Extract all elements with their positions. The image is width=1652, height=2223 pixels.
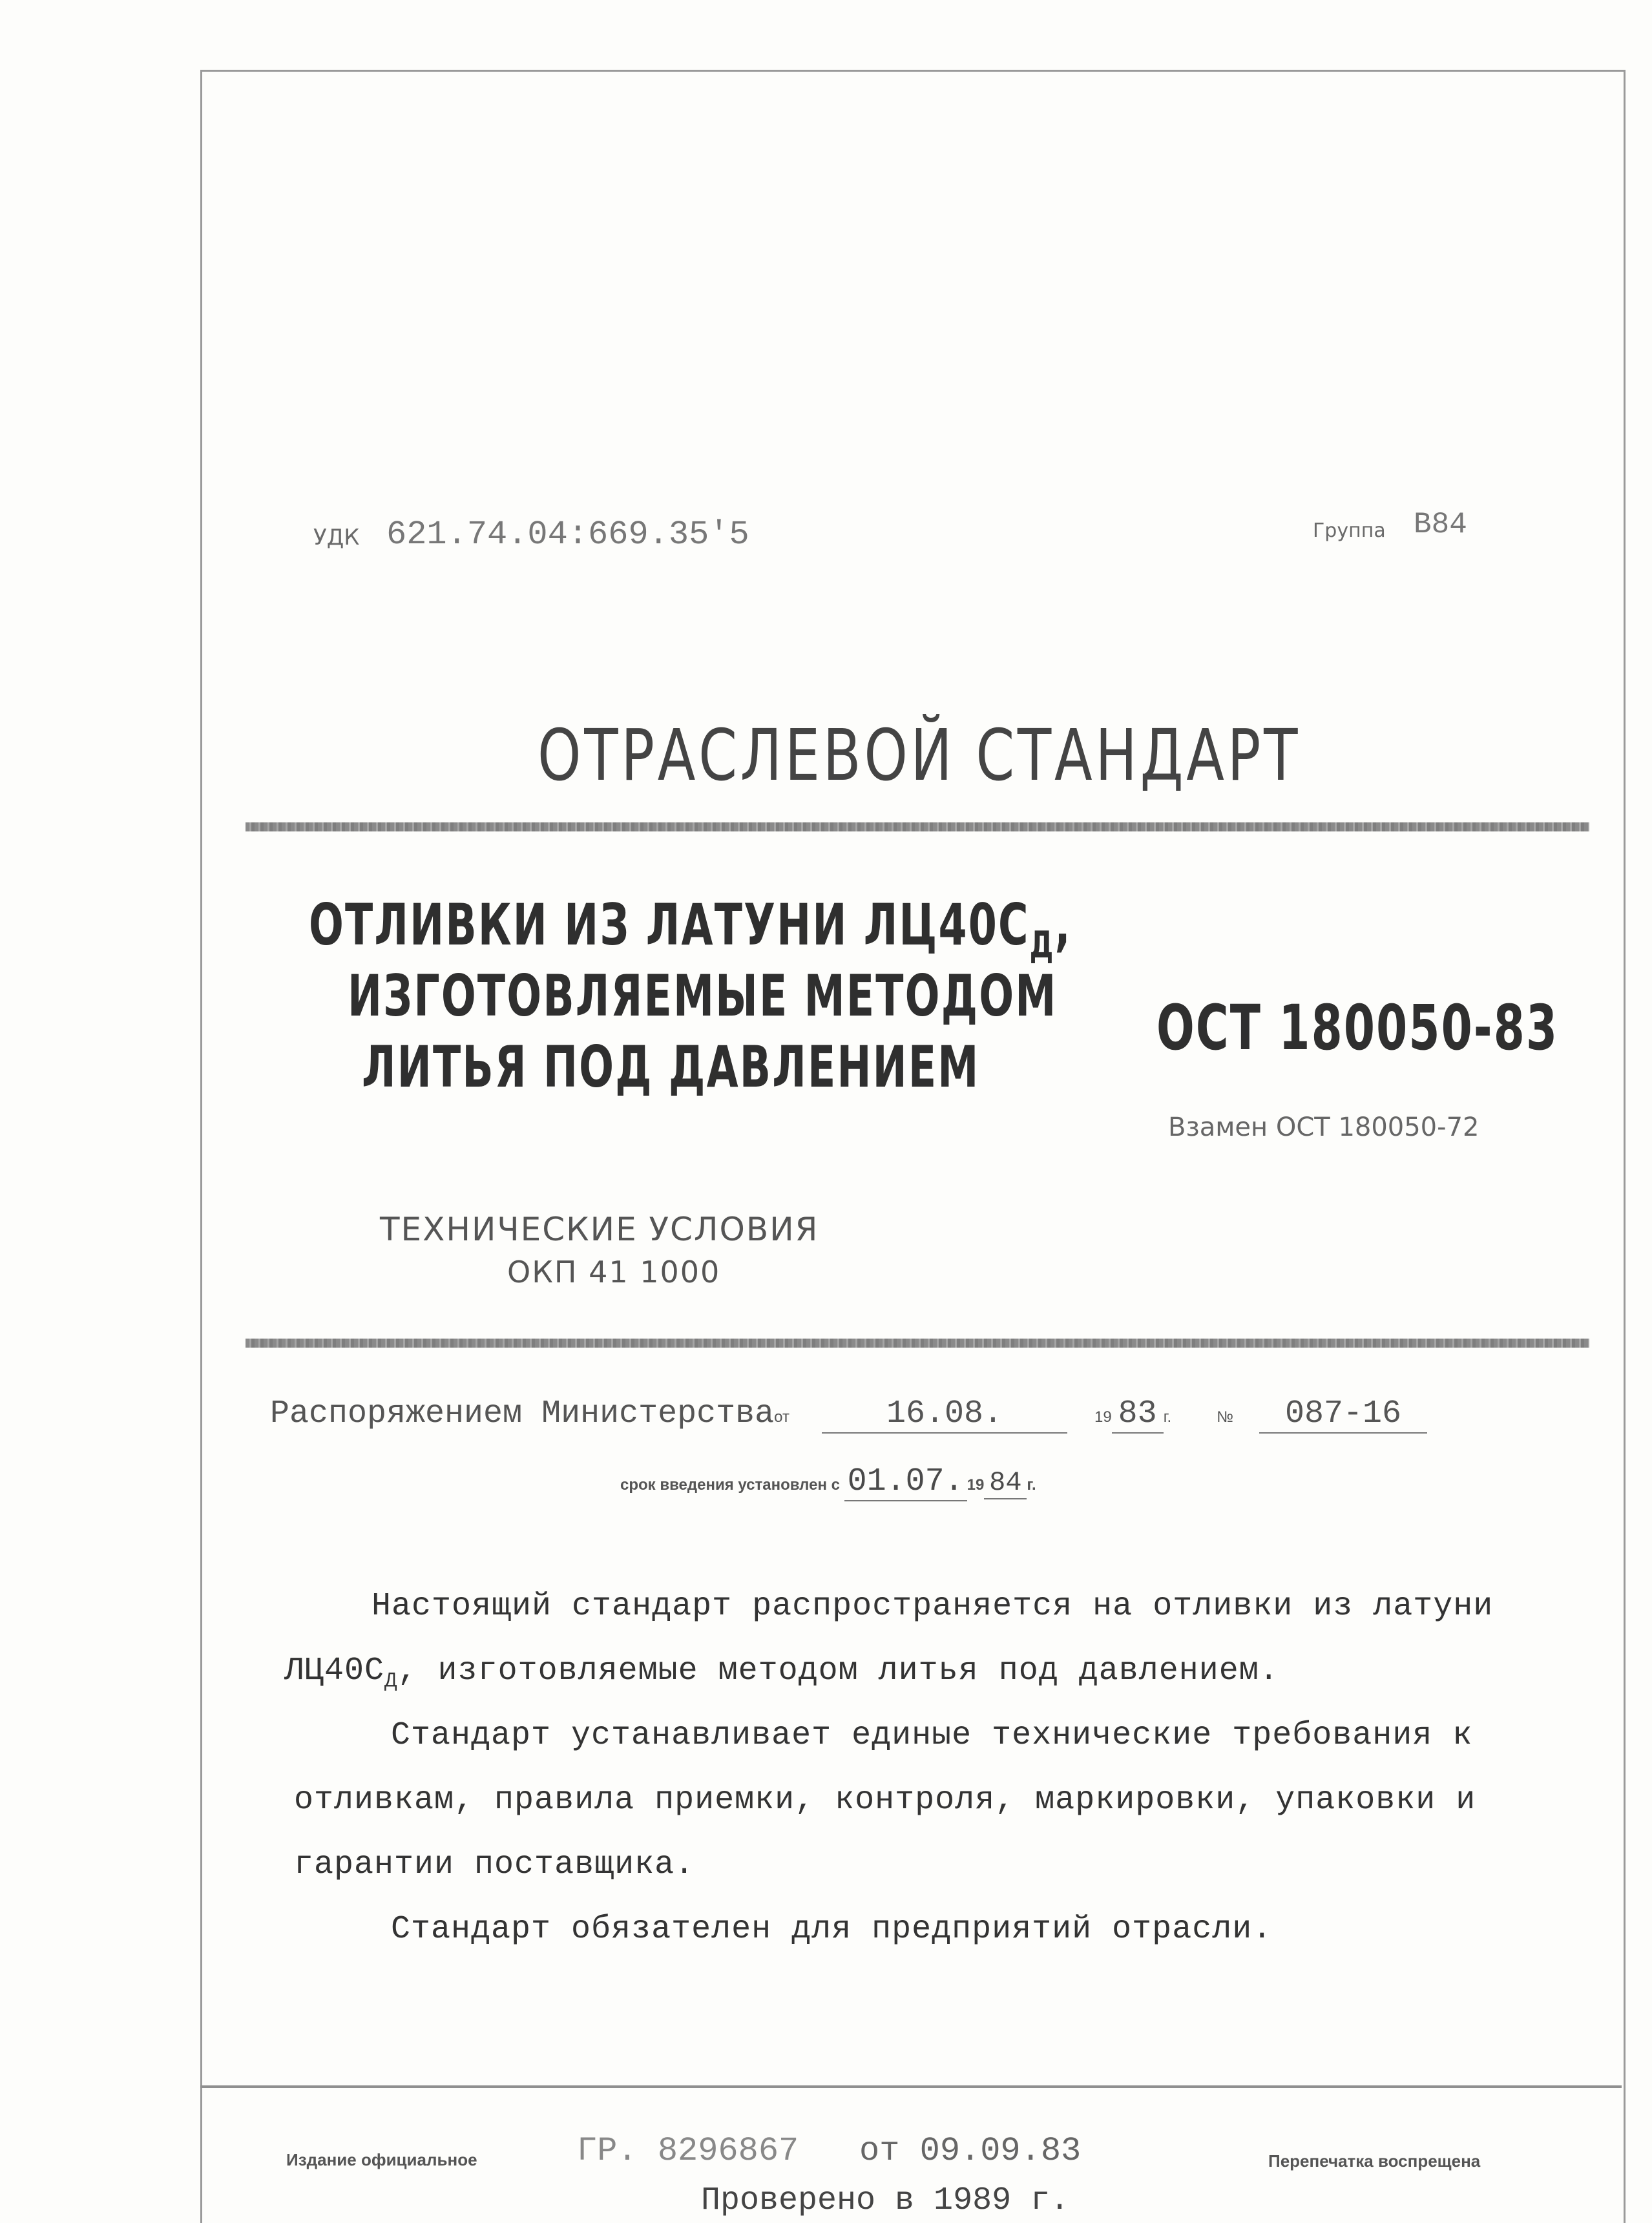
- title-line-2: ИЗГОТОВЛЯЕМЫЕ МЕТОДОМ: [348, 963, 1058, 1029]
- replaces-note: Взамен ОСТ 180050-72: [1168, 1112, 1479, 1142]
- spec-line-1: ТЕХНИЧЕСКИЕ УСЛОВИЯ: [380, 1211, 819, 1248]
- intro-line: [620, 1463, 1036, 1501]
- title-line-1: ОТЛИВКИ ИЗ ЛАТУНИ $ЛЦ40С_Д$,: [309, 892, 1072, 967]
- approval-number-label: №: [1217, 1408, 1233, 1426]
- standard-type-heading: ОТРАСЛЕВОЙ СТАНДАРТ: [538, 714, 1301, 797]
- footer-gr-date: от 09.09.83: [859, 2132, 1082, 2170]
- middle-rule: [246, 1339, 1589, 1348]
- body-p2-line3: гарантии поставщика.: [294, 1846, 695, 1883]
- udk-value: 621.74.04:669.35'5: [386, 516, 749, 554]
- udk-label: УДК: [313, 525, 360, 550]
- footer-reprint-note: Перепечатка воспрещена: [1268, 2151, 1481, 2171]
- footer-edition: Издание официальное: [286, 2150, 477, 2169]
- approval-from-label: от: [774, 1408, 789, 1426]
- footer-rule: [200, 2085, 1622, 2088]
- page-frame: [200, 70, 1626, 2223]
- intro-year: 84: [984, 1467, 1027, 1499]
- approval-year-suffix: г.: [1163, 1408, 1172, 1426]
- body-p1-line1: Настоящий стандарт распространяется на отливки из латуни: [371, 1588, 1494, 1625]
- footer-checked: Проверено в 1989 г.: [701, 2182, 1070, 2219]
- approval-year: 83: [1112, 1395, 1164, 1434]
- body-p2-line1: Стандарт устанавливает единые технические требования к: [391, 1717, 1473, 1754]
- intro-date: 01.07.: [844, 1463, 967, 1501]
- intro-label: срок введения установлен с: [620, 1476, 840, 1494]
- approval-line: [270, 1395, 1427, 1434]
- body-p2-line2: отливкам, правила приемки, контроля, маркировки, упаковки и: [294, 1782, 1476, 1819]
- approval-date: 16.08.: [822, 1395, 1067, 1434]
- approval-prefix: Распоряжением Министерства: [270, 1395, 775, 1432]
- body-p1-line2: $ЛЦ40С_Д$, изготовляемые методом литья под давлением.: [284, 1653, 1279, 1693]
- standard-designation: ОСТ 180050-83: [1156, 992, 1559, 1064]
- approval-year-prefix: 19: [1094, 1408, 1112, 1426]
- group-label: Группа: [1313, 519, 1386, 542]
- intro-year-prefix: 19: [967, 1476, 985, 1494]
- group-value: В84: [1414, 508, 1467, 541]
- body-p3-line1: Стандарт обязателен для предприятий отрасли.: [391, 1911, 1273, 1948]
- approval-number: 087-16: [1259, 1395, 1427, 1434]
- spec-line-2: ОКП 41 1000: [507, 1255, 721, 1289]
- footer-gr-number: ГР. 8296867: [577, 2132, 799, 2170]
- top-rule: [246, 822, 1589, 831]
- intro-year-suffix: г.: [1027, 1476, 1036, 1494]
- title-line-3: ЛИТЬЯ ПОД ДАВЛЕНИЕМ: [362, 1034, 980, 1100]
